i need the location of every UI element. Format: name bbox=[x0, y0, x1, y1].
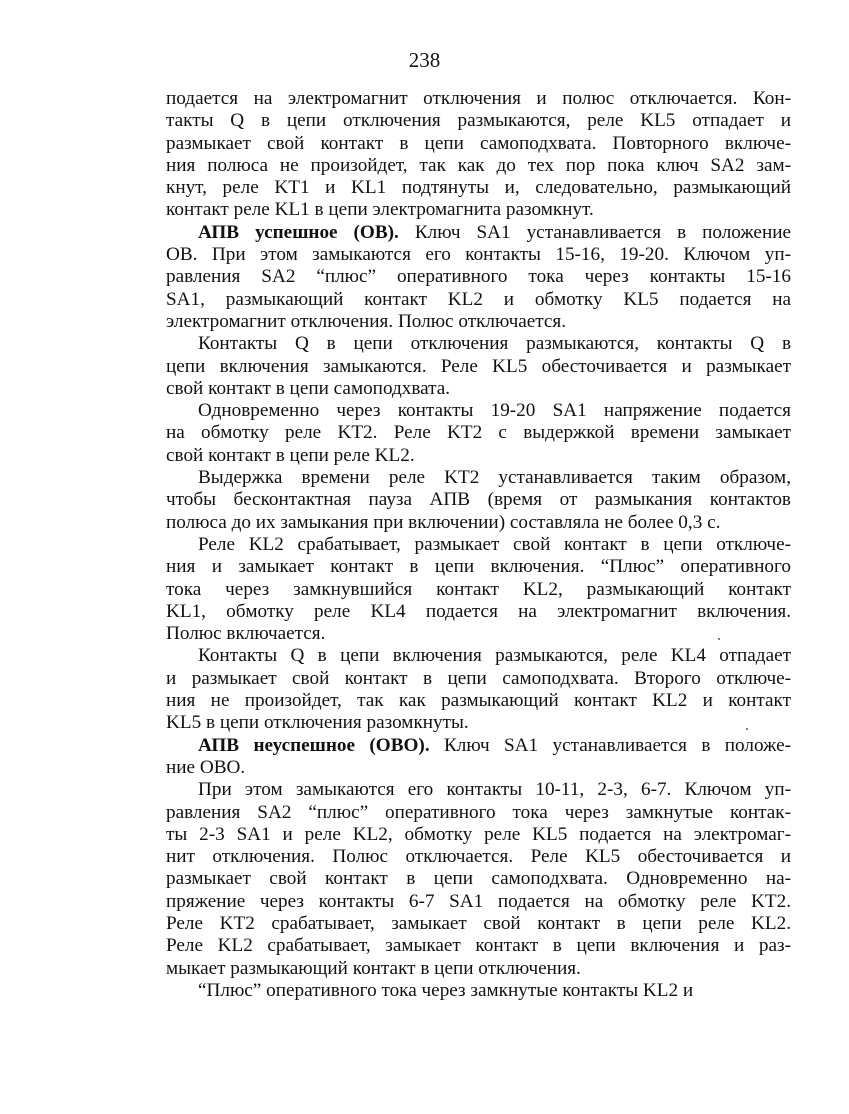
text-line: электромагнит отключения. Полюс отключается. bbox=[166, 310, 567, 332]
text-line: ОВ. При этом замыкаются его контакты 15-16, 19-20. Ключом уп- bbox=[166, 244, 791, 266]
paragraph bbox=[166, 534, 791, 645]
text-line bbox=[166, 222, 791, 244]
scan-speck bbox=[746, 728, 748, 730]
text-line: полюса до их замыкания при включении) составляла не более 0,3 с. bbox=[166, 511, 721, 533]
text-line: размыкает свой контакт в цепи самоподхвата. Повторного включе- bbox=[166, 132, 791, 154]
text-line: и размыкает свой контакт в цепи самоподхвата. Второго отключе- bbox=[166, 667, 791, 689]
scan-speck bbox=[718, 638, 720, 640]
text-line: нит отключения. Полюс отключается. Реле KL5 обесточивается и bbox=[166, 846, 791, 868]
text-line: пряжение через контакты 6-7 SA1 подается на обмотку реле KT2. bbox=[166, 890, 791, 912]
section-lead: АПВ успешное (ОВ). bbox=[198, 221, 399, 243]
page-number: 238 bbox=[408, 48, 441, 72]
text-line: равления SA2 “плюс” оперативного тока через замкнутые контак- bbox=[166, 801, 791, 823]
text-line: ния и замыкает контакт в цепи включения. “Плюс” оперативного bbox=[166, 556, 791, 578]
text-line: равления SA2 “плюс” оперативного тока через контакты 15-16 bbox=[166, 266, 791, 288]
paragraph bbox=[166, 222, 791, 333]
text-line: свой контакт в цепи самоподхвата. bbox=[166, 377, 451, 399]
text-line: KL5 в цепи отключения разомкнуты. bbox=[166, 712, 469, 734]
text-line bbox=[166, 735, 791, 757]
text-line: Контакты Q в цепи включения размыкаются, реле KL4 отпадает bbox=[198, 645, 791, 667]
paragraph bbox=[166, 467, 791, 534]
text-line: Реле KT2 срабатывает, замыкает свой контакт в цепи реле KL2. bbox=[166, 912, 791, 934]
text-line: кнут, реле KT1 и KL1 подтянуты и, следовательно, размыкающий bbox=[166, 177, 791, 199]
text-line-content: Ключ SA1 устанавливается в положе- bbox=[429, 734, 791, 756]
text-line: тока через замкнувшийся контакт KL2, размыкающий контакт bbox=[166, 578, 791, 600]
text-line: SA1, размыкающий контакт KL2 и обмотку KL5 подается на bbox=[166, 288, 791, 310]
text-line: контакт реле KL1 в цепи электромагнита разомкнут. bbox=[166, 199, 594, 221]
text-line: ния не произойдет, так как размыкающий контакт KL2 и контакт bbox=[166, 690, 791, 712]
text-line: такты Q в цепи отключения размыкаются, реле KL5 отпадает и bbox=[166, 110, 791, 132]
text-line: свой контакт в цепи реле KL2. bbox=[166, 444, 415, 466]
paragraph bbox=[166, 779, 791, 980]
text-line: подается на электромагнит отключения и полюс отключается. Кон- bbox=[166, 88, 791, 109]
text-line: ты 2-3 SA1 и реле KL2, обмотку реле KL5 подается на электромаг- bbox=[166, 823, 791, 845]
text-line: Реле KL2 срабатывает, размыкает свой контакт в цепи отключе- bbox=[198, 533, 791, 555]
paragraph bbox=[166, 735, 791, 780]
text-line: на обмотку реле KT2. Реле KT2 с выдержкой времени замыкает bbox=[166, 422, 791, 444]
text-line: цепи включения замыкаются. Реле KL5 обесточивается и размыкает bbox=[166, 355, 791, 377]
text-line: размыкает свой контакт в цепи самоподхвата. Одновременно на- bbox=[166, 868, 791, 890]
text-line: KL1, обмотку реле KL4 подается на электромагнит включения. bbox=[166, 600, 791, 622]
text-line: Реле KL2 срабатывает, замыкает контакт в цепи включения и раз- bbox=[166, 935, 791, 957]
section-lead: АПВ неуспешное (ОВО). bbox=[198, 734, 430, 756]
text-line: Одновременно через контакты 19-20 SA1 напряжение подается bbox=[198, 400, 791, 422]
paragraph bbox=[166, 88, 791, 222]
body-text bbox=[166, 88, 791, 1002]
text-line: При этом замыкаются его контакты 10-11, 2-3, 6-7. Ключом уп- bbox=[198, 779, 791, 801]
paragraph bbox=[166, 980, 791, 1002]
paragraph bbox=[166, 645, 791, 734]
text-line: “Плюс” оперативного тока через замкнутые контакты KL2 и bbox=[198, 979, 694, 1001]
text-line: ния полюса не произойдет, так как до тех пор пока ключ SA2 зам- bbox=[166, 154, 791, 176]
paragraph bbox=[166, 333, 791, 400]
text-line: мыкает размыкающий контакт в цепи отключения. bbox=[166, 957, 581, 979]
text-line: ние ОВО. bbox=[166, 756, 246, 778]
text-line: Контакты Q в цепи отключения размыкаются, контакты Q в bbox=[198, 333, 791, 355]
text-line: Полюс включается. bbox=[166, 623, 326, 645]
text-line: Выдержка времени реле KT2 устанавливается таким образом, bbox=[198, 467, 791, 489]
text-line-content: Ключ SA1 устанавливается в положение bbox=[398, 221, 791, 243]
text-line: чтобы бесконтактная пауза АПВ (время от размыкания контактов bbox=[166, 489, 791, 511]
paragraph bbox=[166, 400, 791, 467]
